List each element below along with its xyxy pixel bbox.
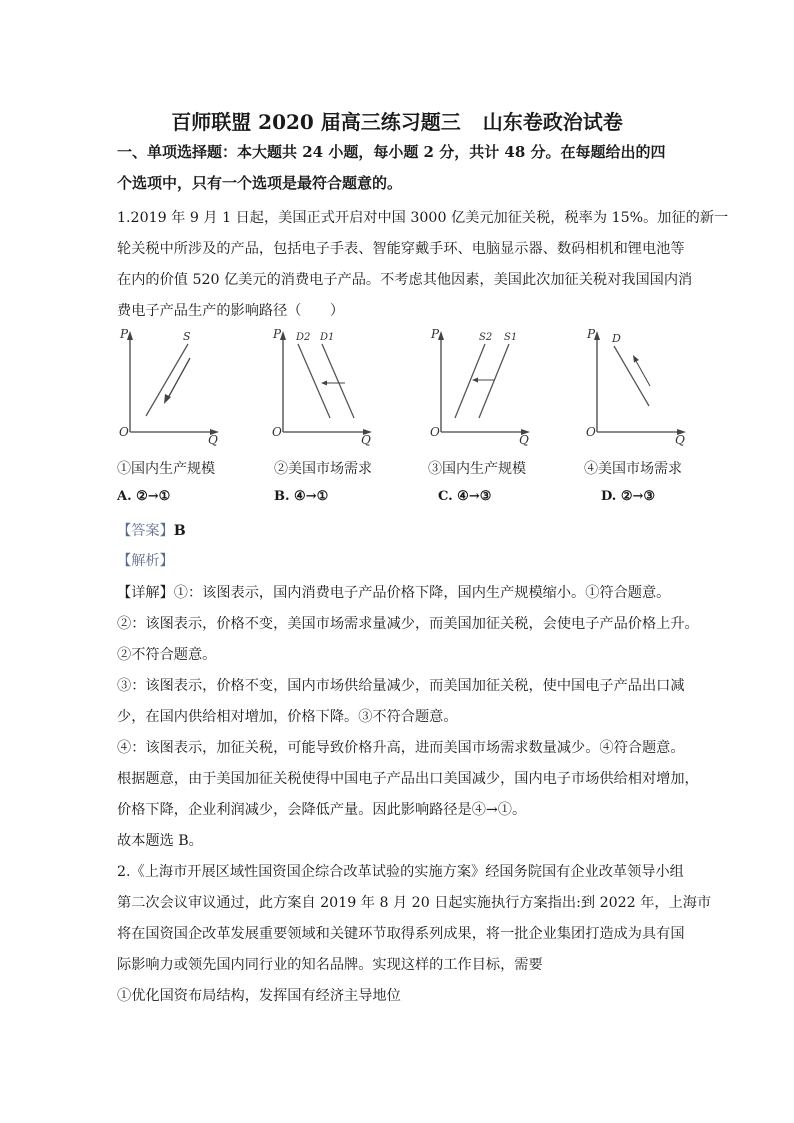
q2-line-5: ①优化国资布局结构，发挥国有经济主导地位	[117, 988, 401, 1004]
q2-line-1: 2.《上海市开展区域性国资国企综合改革试验的实施方案》经国务院国有企业改革领导小组	[117, 864, 684, 880]
detail-line-8: 价格下降，企业利润减少，会降低产量。因此影响路径是④→①。	[117, 802, 527, 818]
graph-2-caption: ②美国市场需求	[274, 461, 372, 477]
detail-line-9: 故本题选 B。	[117, 833, 203, 849]
detail-line-2: ②：该图表示，价格不变，美国市场需求量减少，而美国加征关税，会使电子产品价格上升。	[117, 616, 699, 632]
section-heading-line-1: 一、单项选择题：本大题共 24 小题，每小题 2 分，共计 48 分。在每题给出的四	[117, 143, 666, 161]
detail-line-6: ④：该图表示，加征关税，可能导致价格升高，进而美国市场需求数量减少。④符合题意。	[117, 740, 685, 756]
option-d: D. ②→③	[601, 489, 656, 504]
option-a: A. ②→①	[117, 489, 171, 504]
detail-line-1: 【详解】①：该图表示，国内消费电子产品价格下降，国内生产规模缩小。①符合题意。	[117, 585, 671, 601]
graph-2-o-label: O	[272, 425, 282, 439]
option-c: C. ④→③	[438, 489, 492, 504]
graph-1-svg	[117, 326, 217, 446]
graph-3-caption: ③国内生产规模	[428, 461, 526, 477]
detail-line-7: 根据题意，由于美国加征关税使得中国电子产品出口美国减少，国内电子市场供给相对增加，	[117, 771, 699, 787]
q1-line-2: 轮关税中所涉及的产品，包括电子手表、智能穿戴手环、电脑显示器、数码相机和锂电池等	[117, 241, 685, 257]
graph-2-svg	[270, 326, 370, 446]
graph-4-q-label: Q	[675, 433, 685, 447]
analysis-tag: 【解析】	[117, 553, 174, 569]
q2-line-4: 际影响力或领先国内同行业的知名品牌。实现这样的工作目标，需要	[117, 957, 543, 973]
detail-line-4: ③：该图表示，价格不变，国内市场供给量减少，而美国加征关税，使中国电子产品出口减	[117, 678, 685, 694]
q1-line-1: 1.2019 年 9 月 1 日起，美国正式开启对中国 3000 亿美元加征关税，税率为 15%。加征的新一	[117, 210, 729, 226]
detail-line-5: 少，在国内供给相对增加，价格下降。③不符合题意。	[117, 709, 458, 725]
page-title: 百师联盟 2020 届高三练习题三 山东卷政治试卷	[171, 110, 623, 134]
graph-1-o-label: O	[119, 425, 129, 439]
q2-line-3: 将在国资国企改革发展重要领域和关键环节取得系列成果，将一批企业集团打造成为具有国	[117, 926, 685, 942]
option-b: B. ④→①	[274, 489, 329, 504]
graph-3-s1-label: S1	[504, 332, 518, 343]
section-heading-line-2: 个选项中，只有一个选项是最符合题意的。	[117, 174, 403, 192]
graph-4-d-label: D	[612, 332, 621, 345]
graph-4	[584, 326, 684, 450]
q2-line-2: 第二次会议审议通过，此方案自 2019 年 8 月 20 日起实施执行方案指出:到 2022 年，上海市	[117, 895, 712, 911]
answer-tag: 【答案】	[117, 523, 174, 539]
graph-1-p-label: P	[120, 327, 129, 341]
graph-3-q-label: Q	[519, 433, 529, 447]
graph-3-svg	[428, 326, 528, 446]
answer-line	[117, 520, 186, 540]
graph-2-d1-label: D1	[320, 332, 335, 343]
graph-3-p-label: P	[431, 327, 440, 341]
detail-line-3: ②不符合题意。	[117, 647, 217, 663]
graph-2	[270, 326, 370, 450]
graph-2-q-label: Q	[361, 433, 371, 447]
q1-line-3: 在内的价值 520 亿美元的消费电子产品。不考虑其他因素，美国此次加征关税对我国国内消	[117, 272, 693, 288]
graph-1-caption: ①国内生产规模	[117, 461, 215, 477]
graph-3-s2-label: S2	[479, 332, 493, 343]
graph-3	[428, 326, 528, 450]
graph-4-o-label: O	[586, 425, 596, 439]
graph-3-o-label: O	[430, 425, 440, 439]
graph-1-s-label: S	[183, 330, 191, 343]
graph-2-p-label: P	[273, 327, 282, 341]
graph-1-q-label: Q	[208, 433, 218, 447]
graph-4-caption: ④美国市场需求	[584, 461, 682, 477]
graph-2-d2-label: D2	[296, 332, 311, 343]
q1-line-4: 费电子产品生产的影响路径（ ）	[117, 303, 345, 319]
graph-4-p-label: P	[587, 327, 596, 341]
graph-1	[117, 326, 217, 450]
graph-4-svg	[584, 326, 684, 446]
answer-value: B	[173, 523, 186, 539]
